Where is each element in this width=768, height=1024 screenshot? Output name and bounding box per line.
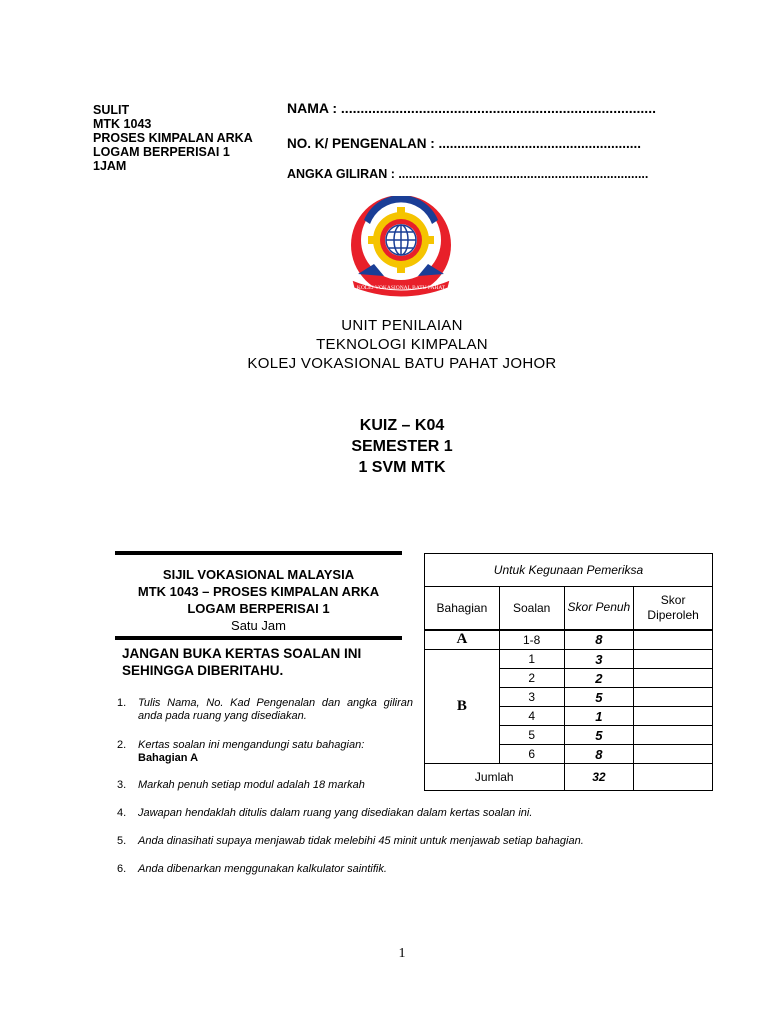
section-a-soalan: 1-8 [499,630,564,650]
course-line-1: MTK 1043 – PROSES KIMPALAN ARKA [137,584,380,599]
duration-text: Satu Jam [231,618,286,633]
b-soalan-2: 2 [499,669,564,688]
b-soalan-6: 6 [499,745,564,764]
exam-class: 1 SVM MTK [358,459,446,476]
header-course-code: MTK 1043 [93,117,152,131]
b-skor-5: 5 [564,726,634,745]
instruction-2 [117,739,417,769]
b-soalan-5: 5 [499,726,564,745]
exam-semester: SEMESTER 1 [351,438,453,455]
header-skor-diperoleh: Skor Diperoleh [634,587,713,630]
b-diperoleh-2[interactable] [634,669,713,688]
warning-text [122,645,412,679]
header-sulit: SULIT [93,103,130,117]
course-line-2: LOGAM BERPERISAI 1 [187,601,330,616]
teknologi-kimpalan: TEKNOLOGI KIMPALAN [316,336,488,353]
instruction-text: Markah penuh setiap modul adalah 18 markah [138,779,365,791]
top-rule [115,551,402,555]
b-skor-3: 5 [564,688,634,707]
instruction-text: Anda dinasihati supaya menjawab tidak melebihi 45 minit untuk menjawab setiap bahagian. [138,835,584,847]
warning-line-2: SEHINGGA DIBERITAHU. [122,663,284,678]
header-course-name-2: LOGAM BERPERISAI 1 [93,145,230,159]
cover-panel-text [115,566,402,634]
b-diperoleh-3[interactable] [634,688,713,707]
instruction-number: 6. [117,863,127,875]
total-diperoleh[interactable] [634,764,713,791]
section-a-skor: 8 [564,630,634,650]
exam-title-block [0,415,768,478]
instruction-number: 2. [117,739,127,751]
header-left-block [93,103,253,173]
exam-title: KUIZ – K04 [359,417,445,434]
total-label: Jumlah [425,764,565,791]
middle-rule [115,636,402,640]
college-logo [344,196,460,298]
examiner-score-table [424,553,713,791]
instruction-text: Kertas soalan ini mengandungi satu bahagian: [138,739,365,751]
b-skor-2: 2 [564,669,634,688]
no-kp-field[interactable]: NO. K/ PENGENALAN : ...................................................... [287,136,642,151]
instruction-bahagian: Bahagian A [138,752,199,764]
instruction-text: Jawapan hendaklah ditulis dalam ruang yang disediakan dalam kertas soalan ini. [138,807,533,819]
institution-block [0,316,768,373]
section-a-diperoleh[interactable] [634,630,713,650]
nama-field[interactable]: NAMA : ................................................................................. [287,100,656,116]
instruction-5 [117,835,717,849]
instruction-number: 5. [117,835,127,847]
instruction-number: 4. [117,807,127,819]
instruction-4 [117,807,717,821]
instruction-number: 1. [117,697,127,709]
header-soalan: Soalan [499,587,564,630]
b-skor-4: 1 [564,707,634,726]
b-soalan-1: 1 [499,650,564,669]
b-skor-1: 3 [564,650,634,669]
b-diperoleh-5[interactable] [634,726,713,745]
sijil-title: SIJIL VOKASIONAL MALAYSIA [162,567,355,582]
instruction-3 [117,779,417,793]
unit-penilaian: UNIT PENILAIAN [341,317,463,334]
warning-line-1: JANGAN BUKA KERTAS SOALAN INI [122,646,362,661]
instruction-1 [117,697,417,727]
b-skor-6: 8 [564,745,634,764]
instruction-text: Anda dibenarkan menggunakan kalkulator saintifik. [138,863,387,875]
b-soalan-3: 3 [499,688,564,707]
section-a-label: A [425,630,500,650]
header-skor-penuh: Skor Penuh [564,587,634,630]
table-caption: Untuk Kegunaan Pemeriksa [425,554,713,587]
svg-text:KOLEJ VOKASIONAL BATU PAHAT: KOLEJ VOKASIONAL BATU PAHAT [356,285,446,291]
instruction-6 [117,863,717,877]
section-b-label: B [425,650,500,764]
page-number: 1 [398,946,406,961]
b-soalan-4: 4 [499,707,564,726]
angka-giliran-field[interactable]: ANGKA GILIRAN : ........................................................................ [287,167,649,181]
b-diperoleh-4[interactable] [634,707,713,726]
header-course-name-1: PROSES KIMPALAN ARKA [93,131,253,145]
college-name: KOLEJ VOKASIONAL BATU PAHAT JOHOR [247,355,557,372]
b-diperoleh-6[interactable] [634,745,713,764]
header-bahagian: Bahagian [425,587,500,630]
header-duration: 1JAM [93,159,127,173]
instruction-text: Tulis Nama, No. Kad Pengenalan dan angka giliran anda pada ruang yang disediakan. [138,697,413,722]
total-skor: 32 [564,764,634,791]
instruction-number: 3. [117,779,127,791]
b-diperoleh-1[interactable] [634,650,713,669]
